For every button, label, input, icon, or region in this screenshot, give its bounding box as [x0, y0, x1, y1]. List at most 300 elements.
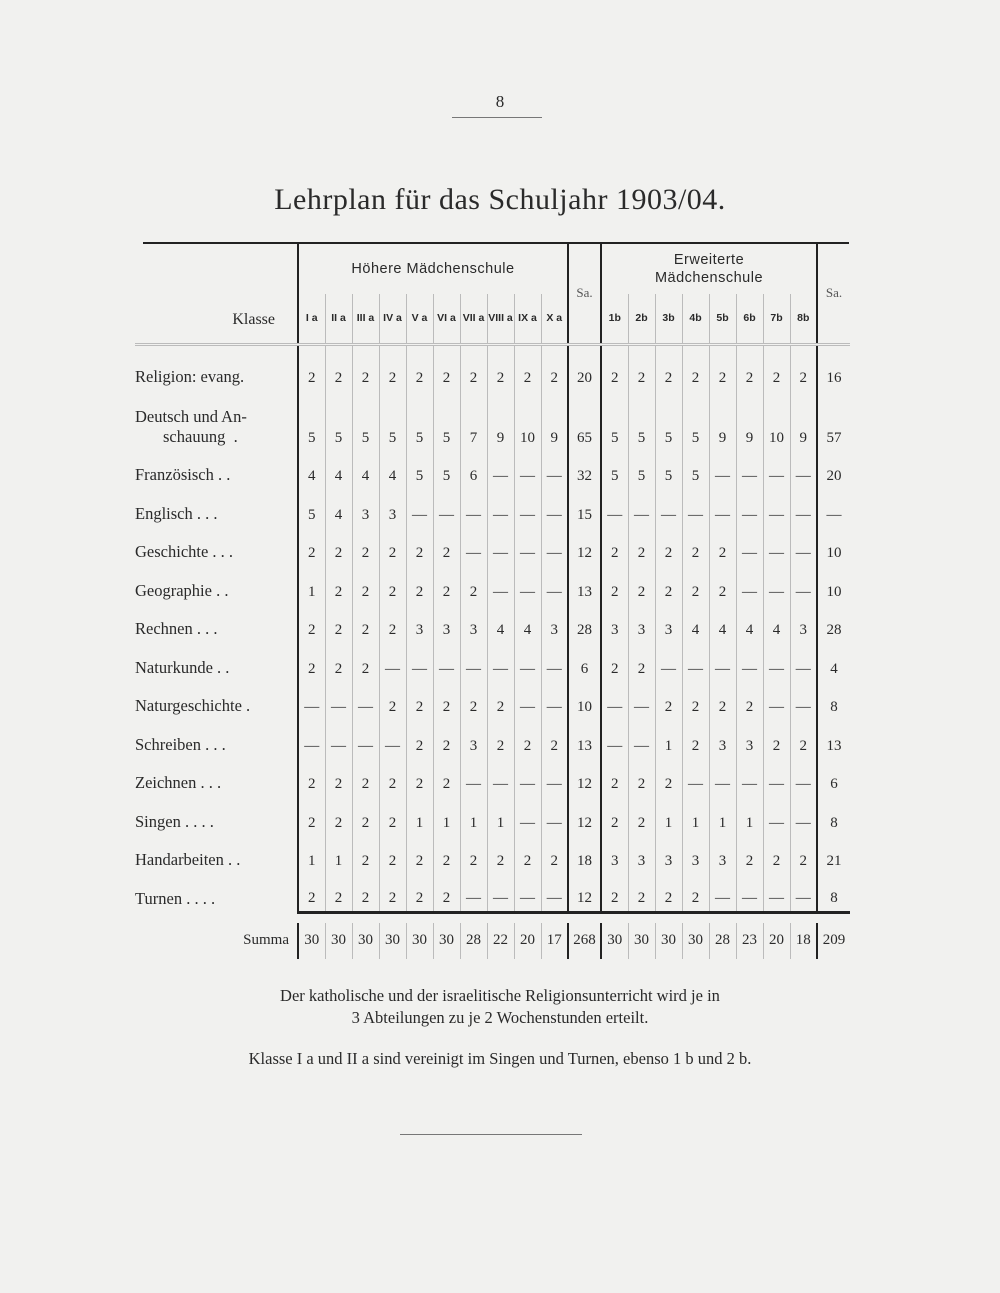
hours-cell: 2: [514, 352, 541, 391]
hours-cell: 5: [298, 489, 325, 528]
hours-cell: —: [763, 451, 790, 490]
hours-cell: 2: [298, 759, 325, 798]
subject-label: Singen . . . .: [135, 811, 214, 831]
hours-cell: —: [514, 489, 541, 528]
hours-cell: 2: [628, 797, 655, 836]
hours-cell: —: [379, 643, 406, 682]
hours-cell: 2: [298, 605, 325, 644]
hours-cell: 28: [460, 923, 487, 959]
hours-cell: —: [709, 451, 736, 490]
hours-cell: 2: [298, 874, 325, 913]
summa-rule: [135, 913, 850, 923]
hours-cell: —: [790, 489, 817, 528]
hours-cell: 2: [628, 566, 655, 605]
subject-label: Geographie . .: [135, 580, 229, 600]
hours-cell: 2: [763, 720, 790, 759]
hours-cell: 30: [628, 923, 655, 959]
hours-cell: 2: [709, 566, 736, 605]
hours-cell: —: [352, 720, 379, 759]
subject-label: Englisch . . .: [135, 503, 218, 523]
hours-cell: 5: [406, 451, 433, 490]
hours-cell: 20: [763, 923, 790, 959]
hours-cell: —: [541, 759, 568, 798]
hours-cell: —: [790, 682, 817, 721]
hours-cell: 2: [682, 720, 709, 759]
hours-cell: —: [790, 566, 817, 605]
hours-cell: 2: [628, 643, 655, 682]
sum2-cell: 10: [817, 566, 850, 605]
hours-cell: —: [514, 797, 541, 836]
separator-cell: [790, 344, 817, 352]
hours-cell: 17: [541, 923, 568, 959]
hours-cell: 2: [379, 528, 406, 567]
hours-cell: 2: [406, 566, 433, 605]
sum2-cell: 8: [817, 797, 850, 836]
hours-cell: —: [763, 643, 790, 682]
hours-cell: 30: [298, 923, 325, 959]
note-line-2: 3 Abteilungen zu je 2 Wochenstunden erteilt.: [351, 1007, 649, 1027]
hours-cell: 5: [352, 391, 379, 451]
hours-cell: 30: [352, 923, 379, 959]
hours-cell: —: [541, 682, 568, 721]
hours-cell: —: [325, 720, 352, 759]
hours-cell: —: [601, 489, 628, 528]
hours-cell: —: [790, 797, 817, 836]
hours-cell: —: [514, 566, 541, 605]
hours-cell: 2: [406, 528, 433, 567]
hours-cell: 30: [682, 923, 709, 959]
hours-cell: 1: [298, 836, 325, 875]
column-header: VII a: [460, 294, 487, 344]
sum1-cell: 20: [568, 352, 601, 391]
subject-label: Französisch . .: [135, 465, 231, 484]
hours-cell: —: [736, 566, 763, 605]
hours-cell: —: [790, 874, 817, 913]
hours-cell: 2: [655, 352, 682, 391]
hours-cell: 2: [433, 720, 460, 759]
hours-cell: —: [736, 759, 763, 798]
hours-cell: —: [763, 874, 790, 913]
hours-cell: 2: [709, 682, 736, 721]
hours-cell: 1: [736, 797, 763, 836]
hours-cell: 5: [682, 391, 709, 451]
sum1-cell: 13: [568, 566, 601, 605]
column-header: X a: [541, 294, 568, 344]
hours-cell: 2: [790, 720, 817, 759]
subject-label: Rechnen . . .: [135, 619, 218, 638]
hours-cell: 2: [736, 836, 763, 875]
hours-cell: 1: [655, 797, 682, 836]
column-header: 5b: [709, 294, 736, 344]
hours-cell: 4: [763, 605, 790, 644]
subject-label: Religion: evang.: [135, 366, 245, 386]
hours-cell: 5: [655, 391, 682, 451]
hours-cell: —: [736, 643, 763, 682]
hours-cell: 5: [601, 391, 628, 451]
hours-cell: 2: [352, 797, 379, 836]
hours-cell: 10: [514, 391, 541, 451]
subject-label-line2: schauung .: [163, 426, 238, 446]
hours-cell: —: [541, 451, 568, 490]
table-row: [135, 391, 850, 451]
hours-cell: 2: [601, 352, 628, 391]
hours-cell: 2: [601, 874, 628, 913]
hours-cell: 2: [514, 720, 541, 759]
hours-cell: 3: [736, 720, 763, 759]
hours-cell: 5: [379, 391, 406, 451]
separator-cell: [379, 344, 406, 352]
hours-cell: 2: [709, 352, 736, 391]
page-title: Lehrplan für das Schuljahr 1903/04.: [274, 183, 726, 216]
hours-cell: 1: [325, 836, 352, 875]
hours-cell: —: [487, 489, 514, 528]
hours-cell: —: [514, 682, 541, 721]
hours-cell: 30: [379, 923, 406, 959]
hours-cell: 2: [325, 797, 352, 836]
rule-cell: [135, 913, 298, 923]
hours-cell: —: [325, 682, 352, 721]
hours-cell: 2: [379, 566, 406, 605]
hours-cell: 2: [379, 759, 406, 798]
hours-cell: 2: [460, 566, 487, 605]
hours-cell: —: [460, 874, 487, 913]
hours-cell: 3: [379, 489, 406, 528]
hours-cell: —: [682, 759, 709, 798]
table-row: [135, 874, 850, 913]
hours-cell: 30: [655, 923, 682, 959]
hours-cell: 2: [379, 836, 406, 875]
hours-cell: 9: [487, 391, 514, 451]
hours-cell: 3: [628, 605, 655, 644]
hours-cell: —: [736, 874, 763, 913]
hours-cell: 1: [655, 720, 682, 759]
hours-cell: 5: [601, 451, 628, 490]
hours-cell: 2: [352, 874, 379, 913]
group2-header: [601, 244, 817, 294]
hours-cell: —: [487, 643, 514, 682]
table-row: [135, 451, 850, 490]
hours-cell: —: [601, 682, 628, 721]
hours-cell: —: [628, 682, 655, 721]
hours-cell: —: [406, 643, 433, 682]
hours-cell: —: [541, 528, 568, 567]
hours-cell: 2: [487, 836, 514, 875]
hours-cell: 1: [406, 797, 433, 836]
hours-cell: 2: [379, 682, 406, 721]
hours-cell: 2: [628, 528, 655, 567]
sum2-cell: 8: [817, 874, 850, 913]
column-header: III a: [352, 294, 379, 344]
hours-cell: 30: [601, 923, 628, 959]
sum2-cell: 6: [817, 759, 850, 798]
header-separator: [135, 344, 850, 352]
hours-cell: —: [655, 643, 682, 682]
separator-cell: [433, 344, 460, 352]
hours-cell: 2: [406, 836, 433, 875]
page-number-rule: [452, 117, 542, 118]
hours-cell: 4: [298, 451, 325, 490]
hours-cell: 7: [460, 391, 487, 451]
hours-cell: —: [541, 643, 568, 682]
hours-cell: 2: [352, 836, 379, 875]
hours-cell: 9: [790, 391, 817, 451]
notes: [0, 985, 1000, 1070]
hours-cell: 4: [514, 605, 541, 644]
separator-cell: [514, 344, 541, 352]
hours-cell: 5: [406, 391, 433, 451]
hours-cell: —: [541, 489, 568, 528]
hours-cell: —: [709, 489, 736, 528]
hours-cell: 2: [628, 874, 655, 913]
sum2-cell: 8: [817, 682, 850, 721]
hours-cell: 1: [433, 797, 460, 836]
hours-cell: —: [763, 528, 790, 567]
hours-cell: 5: [325, 391, 352, 451]
hours-cell: 2: [682, 682, 709, 721]
hours-cell: 10: [763, 391, 790, 451]
column-header: 6b: [736, 294, 763, 344]
column-header: IV a: [379, 294, 406, 344]
hours-cell: 2: [406, 874, 433, 913]
hours-cell: —: [541, 566, 568, 605]
sum2-cell: 4: [817, 643, 850, 682]
hours-cell: 3: [541, 605, 568, 644]
hours-cell: 2: [379, 605, 406, 644]
rule-cell: [298, 913, 850, 923]
sum1-cell: 13: [568, 720, 601, 759]
sum1-cell: 12: [568, 528, 601, 567]
hours-cell: 2: [379, 352, 406, 391]
hours-cell: —: [460, 528, 487, 567]
hours-cell: 2: [406, 352, 433, 391]
hours-cell: —: [655, 489, 682, 528]
hours-cell: 2: [406, 720, 433, 759]
group1-header: Höhere Mädchenschule: [298, 244, 568, 294]
column-header: 1b: [601, 294, 628, 344]
hours-cell: 5: [655, 451, 682, 490]
hours-cell: 2: [325, 759, 352, 798]
hours-cell: 2: [433, 352, 460, 391]
hours-cell: 2: [487, 682, 514, 721]
hours-cell: 2: [628, 759, 655, 798]
hours-cell: —: [487, 566, 514, 605]
subject-label: Handarbeiten . .: [135, 850, 241, 869]
hours-cell: 2: [487, 352, 514, 391]
hours-cell: 2: [352, 605, 379, 644]
separator-cell: [682, 344, 709, 352]
hours-cell: —: [763, 489, 790, 528]
column-header: 7b: [763, 294, 790, 344]
hours-cell: 2: [601, 797, 628, 836]
hours-cell: —: [736, 528, 763, 567]
hours-cell: —: [763, 759, 790, 798]
separator-cell: [601, 344, 628, 352]
hours-cell: 2: [736, 682, 763, 721]
sum1-header: Sa.: [568, 244, 601, 344]
hours-cell: —: [487, 874, 514, 913]
hours-cell: 5: [682, 451, 709, 490]
separator-cell: [298, 344, 325, 352]
hours-cell: —: [460, 643, 487, 682]
hours-cell: —: [406, 489, 433, 528]
hours-cell: 9: [736, 391, 763, 451]
hours-cell: 9: [709, 391, 736, 451]
hours-cell: —: [790, 759, 817, 798]
hours-cell: 3: [628, 836, 655, 875]
hours-cell: 2: [514, 836, 541, 875]
column-header: 8b: [790, 294, 817, 344]
column-header: IX a: [514, 294, 541, 344]
hours-cell: 2: [682, 566, 709, 605]
hours-cell: 3: [601, 605, 628, 644]
content-flow: [0, 244, 1000, 1135]
hours-cell: 3: [460, 605, 487, 644]
hours-cell: 2: [298, 352, 325, 391]
hours-cell: 4: [736, 605, 763, 644]
hours-cell: 3: [709, 720, 736, 759]
sum2-cell: 28: [817, 605, 850, 644]
hours-cell: 2: [379, 874, 406, 913]
table-row: [135, 489, 850, 528]
hours-cell: —: [487, 451, 514, 490]
hours-cell: 2: [325, 605, 352, 644]
column-header: II a: [325, 294, 352, 344]
subject-label: [135, 391, 298, 451]
table-row: [135, 797, 850, 836]
hours-cell: 5: [628, 451, 655, 490]
hours-cell: —: [763, 566, 790, 605]
hours-cell: 2: [325, 643, 352, 682]
hours-cell: —: [487, 528, 514, 567]
sum2-cell: 10: [817, 528, 850, 567]
hours-cell: 4: [325, 489, 352, 528]
hours-cell: —: [433, 643, 460, 682]
hours-cell: 2: [601, 566, 628, 605]
hours-cell: 2: [379, 797, 406, 836]
separator-cell: [406, 344, 433, 352]
hours-cell: —: [379, 720, 406, 759]
hours-cell: 5: [433, 391, 460, 451]
hours-cell: 2: [655, 528, 682, 567]
sum2-cell: 20: [817, 451, 850, 490]
hours-cell: —: [628, 720, 655, 759]
sum1-cell: 18: [568, 836, 601, 875]
hours-cell: 2: [763, 836, 790, 875]
hours-cell: —: [736, 489, 763, 528]
separator-cell: [460, 344, 487, 352]
hours-cell: 23: [736, 923, 763, 959]
subject-label-line1: Deutsch und An-: [135, 406, 247, 426]
table-row: [135, 528, 850, 567]
hours-cell: 3: [433, 605, 460, 644]
hours-cell: —: [682, 643, 709, 682]
separator-cell: [568, 344, 601, 352]
column-header: VIII a: [487, 294, 514, 344]
hours-cell: 2: [682, 528, 709, 567]
hours-cell: —: [628, 489, 655, 528]
hours-cell: 3: [460, 720, 487, 759]
hours-cell: 2: [352, 352, 379, 391]
hours-cell: 3: [406, 605, 433, 644]
hours-cell: 5: [628, 391, 655, 451]
hours-cell: 2: [655, 874, 682, 913]
subject-label: Schreiben . . .: [135, 734, 226, 754]
hours-cell: 30: [325, 923, 352, 959]
hours-cell: 4: [379, 451, 406, 490]
separator-cell: [352, 344, 379, 352]
hours-cell: 2: [655, 759, 682, 798]
hours-cell: 2: [709, 528, 736, 567]
table-row: [135, 605, 850, 644]
sum2-header: Sa.: [817, 244, 850, 344]
hours-cell: 4: [709, 605, 736, 644]
hours-cell: 5: [298, 391, 325, 451]
column-header: 2b: [628, 294, 655, 344]
sum2-cell: 16: [817, 352, 850, 391]
sum2-cell: 209: [817, 923, 850, 959]
separator-cell: [325, 344, 352, 352]
hours-cell: —: [736, 451, 763, 490]
hours-cell: 1: [487, 797, 514, 836]
sum1-cell: 10: [568, 682, 601, 721]
column-header: 4b: [682, 294, 709, 344]
hours-cell: 2: [460, 682, 487, 721]
sum1-cell: 268: [568, 923, 601, 959]
hours-cell: 2: [352, 643, 379, 682]
summa-row: [135, 923, 850, 959]
hours-cell: 2: [352, 759, 379, 798]
page-number: 8: [495, 92, 505, 111]
hours-cell: 2: [298, 528, 325, 567]
hours-cell: 9: [541, 391, 568, 451]
hours-cell: 2: [433, 682, 460, 721]
hours-cell: 2: [541, 836, 568, 875]
hours-cell: 2: [433, 836, 460, 875]
hours-cell: —: [298, 720, 325, 759]
hours-cell: 3: [352, 489, 379, 528]
sum2-cell: 57: [817, 391, 850, 451]
table-row: [135, 720, 850, 759]
hours-cell: —: [298, 682, 325, 721]
hours-cell: 2: [763, 352, 790, 391]
hours-cell: 2: [487, 720, 514, 759]
group2-header-text: Erweiterte Mädchenschule: [654, 252, 764, 286]
hours-cell: —: [514, 528, 541, 567]
hours-cell: 2: [325, 528, 352, 567]
hours-cell: —: [709, 643, 736, 682]
hours-cell: 2: [541, 720, 568, 759]
hours-cell: —: [514, 874, 541, 913]
sum2-cell: 21: [817, 836, 850, 875]
subject-label: Geschichte . . .: [135, 542, 234, 561]
hours-cell: —: [460, 489, 487, 528]
hours-cell: —: [487, 759, 514, 798]
hours-cell: 4: [325, 451, 352, 490]
hours-cell: 30: [406, 923, 433, 959]
hours-cell: —: [682, 489, 709, 528]
subject-label: Naturkunde . .: [135, 657, 230, 677]
sum1-cell: 65: [568, 391, 601, 451]
hours-cell: 2: [433, 874, 460, 913]
column-header: I a: [298, 294, 325, 344]
hours-cell: —: [514, 643, 541, 682]
sum1-cell: 12: [568, 759, 601, 798]
hours-cell: —: [601, 720, 628, 759]
hours-cell: —: [541, 797, 568, 836]
separator-cell: [487, 344, 514, 352]
hours-cell: —: [352, 682, 379, 721]
note-line-3: Klasse I a und II a sind vereinigt im Singen und Turnen, ebenso 1 b und 2 b.: [248, 1048, 752, 1068]
